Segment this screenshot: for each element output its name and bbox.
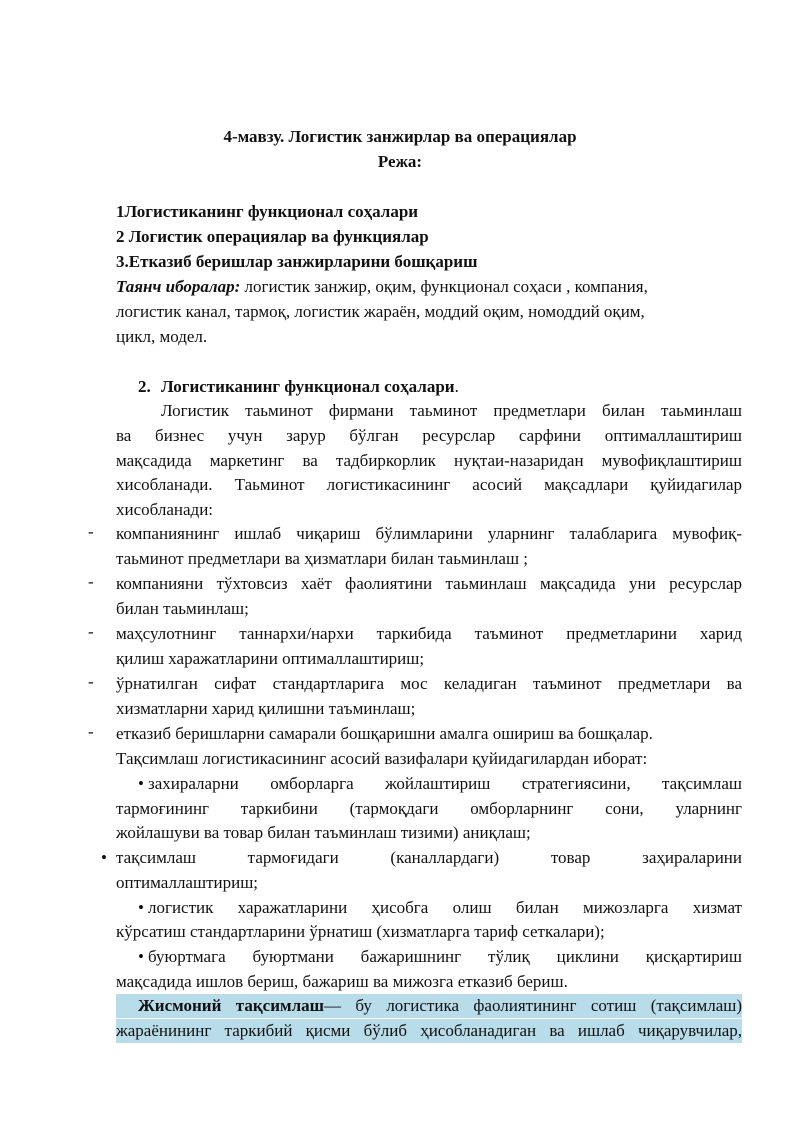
intro-line-5: хисобланади: [116, 500, 214, 519]
dash-item-4-line-1: ўрнатилган сифат стандартларига мос келадиган таъминот предметлари ва [116, 674, 742, 693]
physical-distribution-line-2: жараёнининг таркибий қисми бўлиб ҳисобланадиган ва ишлаб чиқарувчилар, [116, 1019, 742, 1043]
dash-marker: - [88, 672, 94, 691]
bullet-marker: • [138, 898, 144, 917]
bullet-1-line-2: тармоғининг таркибини (тармоқдаги омборларнинг сони, уларнинг [116, 799, 742, 818]
plan-heading: Режа: [377, 152, 423, 171]
bullet-1-line-3: жойлашуви ва товар билан таъминлаш тизими) аниқлаш; [116, 823, 531, 842]
keywords-line-3: цикл, модел. [116, 327, 208, 346]
section-title: Логистиканинг функционал соҳалари [161, 377, 455, 396]
bullet-2-line-2: оптималлаштириш; [116, 873, 259, 892]
dash-item-1-line-1: компаниянинг ишлаб чиқариш бўлимларини уларнинг талабларига мувофиқ- [116, 524, 742, 543]
intro-line-4: хисобланади. Таьминот логистикасининг асосий мақсадлари қуйидагилар [116, 475, 742, 494]
distribution-intro: Тақсимлаш логистикасининг асосий вазифалари қуйидагилардан иборат: [116, 749, 648, 768]
bullet-3-line-1: логистик харажатларини ҳисобга олиш билан мижозларга хизмат [148, 898, 742, 917]
dash-item-3-line-2: қилиш харажатларини оптималлаштириш; [116, 649, 425, 668]
section-heading [138, 375, 459, 399]
bullet-4-line-2: мақсадида ишлов бериш, бажариш ва мижозга етказиб бериш. [116, 972, 568, 991]
section-title-end: . [454, 377, 459, 396]
section-number: 2. [138, 377, 151, 396]
bullet-3-line-2: кўрсатиш стандартларини ўрнатиш (хизматларга тариф сеткалари); [116, 922, 605, 941]
dash-marker: - [88, 622, 94, 641]
physical-distribution-line-1 [116, 994, 742, 1018]
intro-line-3: мақсадида маркетинг ва тадбиркорлик нуқтаи-назаридан мувофиқлаштириш [116, 451, 742, 470]
bullet-marker: • [138, 774, 144, 793]
dash-item-2-line-1: компанияни тўхтовсиз хаёт фаолиятини таьминлаш мақсадида уни ресурслар [116, 574, 742, 593]
intro-line-2: ва бизнес учун зарур бўлган ресурслар сарфини оптималлаштириш [116, 426, 742, 445]
dash-marker: - [88, 522, 94, 541]
keywords-line-1 [116, 275, 648, 299]
plan-item-3: 3.Етказиб беришлар занжирларини бошқариш [116, 252, 478, 271]
keywords-text-1: логистик занжир, оқим, функционал соҳаси , компания, [240, 277, 648, 296]
plan-item-2: 2 Логистик операциялар ва функциялар [116, 227, 429, 246]
plan-item-1: 1Логистиканинг функционал соҳалари [116, 202, 419, 221]
physical-distribution-definition: — бу логистика фаолиятининг сотиш (тақсимлаш) [323, 996, 742, 1015]
physical-distribution-term: Жисмоний тақсимлаш [138, 996, 324, 1015]
dash-item-5-line-1: етказиб беришларни самарали бошқаришни амалга ошириш ва бошқалар. [116, 724, 653, 743]
dash-item-2-line-2: билан таьминлаш; [116, 599, 249, 618]
bullet-2-line-1: тақсимлаш тармоғидаги (каналлардаги) товар заҳираларини [116, 848, 742, 867]
keywords-label: Таянч иборалар: [116, 277, 241, 296]
dash-item-4-line-2: хизматларни харид қилишни таъминлаш; [116, 699, 416, 718]
document-title: 4-мавзу. Логистик занжирлар ва операциялар [223, 127, 577, 146]
keywords-line-2: логистик канал, тармоқ, логистик жараён, моддий оқим, номоддий оқим, [116, 302, 645, 321]
bullet-4-line-1: буюртмага буюртмани бажаришнинг тўлиқ циклини қисқартириш [148, 947, 742, 966]
dash-marker: - [88, 572, 94, 591]
dash-item-3-line-1: маҳсулотнинг таннархи/нархи таркибида таъминот предметларини харид [116, 624, 742, 643]
dash-item-1-line-2: таьминот предметлари ва ҳизматлари билан таьминлаш ; [116, 549, 529, 568]
bullet-marker: • [101, 848, 107, 867]
intro-line-1: Логистик таьминот фирмани таьминот предметлари билан таьминлаш [161, 401, 742, 420]
bullet-1-line-1: захираларни омборларга жойлаштириш стратегиясини, тақсимлаш [148, 774, 742, 793]
dash-marker: - [88, 722, 94, 741]
bullet-marker: • [138, 947, 144, 966]
